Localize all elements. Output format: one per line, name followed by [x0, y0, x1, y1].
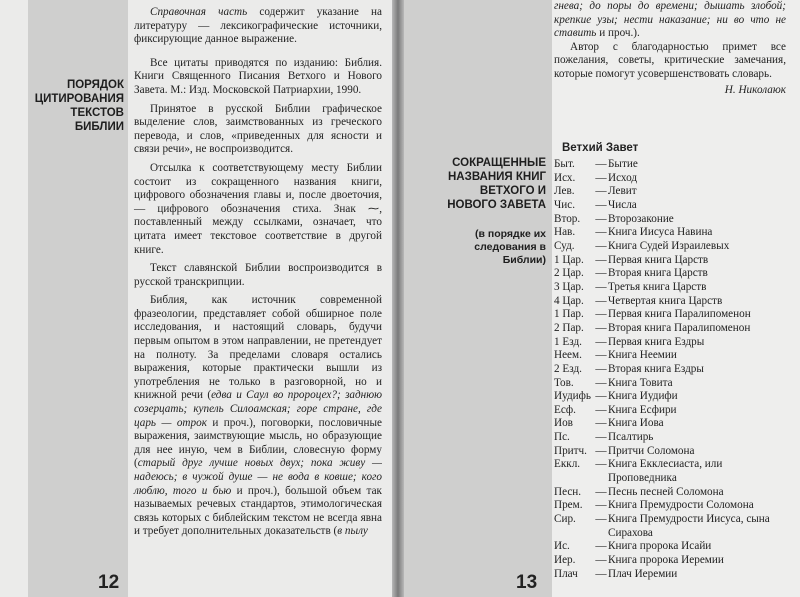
abbreviation-row: [554, 486, 790, 500]
dash-separator: —: [595, 431, 607, 444]
book-abbreviation: Исх.: [554, 171, 576, 184]
dash-separator: —: [595, 198, 607, 211]
dash-separator: —: [595, 513, 607, 526]
abbreviation-row: [554, 458, 790, 485]
phraseology-part-b: и проч.), поговорки, пословичные выражения, заимствующие мысль, но образующие для нее иную, чем в Библии, словесную форму (: [134, 416, 382, 470]
book-full-name: Книга Премудрости Соломона: [608, 499, 754, 512]
book-full-name: Книга Иова: [608, 417, 664, 430]
phraseology-part-c: и проч.), большой объем так называемых речевых стандартов, этимологическая связь которых с библейским текстом не всегда явна и требует дополнительных доказательств (: [134, 484, 382, 538]
left-body-text: [134, 6, 382, 539]
reference-section-rest: содержит указание на литературу — лексикографические источники, фиксирующие данное выражение.: [134, 6, 382, 46]
abbreviation-row: [554, 377, 790, 391]
abbreviation-row: [554, 540, 790, 554]
reference-section-paragraph: [134, 6, 382, 47]
book-abbreviation: Тов.: [554, 376, 574, 389]
abbreviation-row: [554, 213, 790, 227]
dash-separator: —: [595, 267, 607, 280]
book-full-name: Бытие: [608, 158, 638, 170]
book-abbreviation: Лев.: [554, 185, 575, 198]
dash-separator: —: [595, 499, 607, 512]
book-full-name: Первая книга Царств: [608, 253, 709, 266]
book-full-name: Четвертая книга Царств: [608, 294, 723, 307]
abbreviation-row: [554, 568, 790, 582]
dash-separator: —: [595, 280, 607, 293]
slavonic-text-paragraph: Текст славянской Библии воспроизводится в русской транскрипции.: [134, 262, 382, 288]
dash-separator: —: [595, 335, 607, 348]
book-full-name: Книга Иисуса Навина: [608, 226, 713, 239]
left-page: [0, 0, 392, 597]
abbreviation-row: [554, 308, 790, 322]
dash-separator: —: [595, 239, 607, 252]
book-abbreviation: Суд.: [554, 239, 575, 252]
abbreviation-row: [554, 158, 790, 172]
book-abbreviation: 2 Пар.: [554, 321, 584, 334]
dash-separator: —: [595, 321, 607, 334]
book-abbreviation: Еккл.: [554, 458, 581, 471]
abbreviation-row: [554, 199, 790, 213]
dash-separator: —: [595, 212, 607, 225]
dash-separator: —: [595, 308, 607, 321]
book-full-name: Второзаконие: [608, 212, 674, 225]
abbreviation-list: [554, 158, 790, 581]
abbreviation-row: [554, 267, 790, 281]
dash-separator: —: [595, 458, 607, 471]
book-abbreviation: 2 Езд.: [554, 362, 582, 375]
dash-separator: —: [595, 417, 607, 430]
book-full-name: Книга Премудрости Иисуса, сына Сирахова: [608, 513, 770, 539]
book-full-name: Песнь песней Соломона: [608, 485, 724, 498]
dash-separator: —: [595, 349, 607, 362]
reference-section-term: Справочная часть: [150, 6, 248, 18]
book-full-name: Вторая книга Паралипоменон: [608, 321, 751, 334]
continued-examples-rest: и проч.).: [596, 27, 640, 40]
book-abbreviation: 1 Цар.: [554, 253, 584, 266]
book-full-name: Левит: [608, 185, 637, 198]
abbreviation-row: [554, 554, 790, 568]
dash-separator: —: [595, 444, 607, 457]
author-signature: Н. Николаюк: [724, 83, 786, 96]
book-abbreviation: Притч.: [554, 444, 587, 457]
book-abbreviation: Песн.: [554, 485, 582, 498]
abbreviations-heading: СОКРАЩЕННЫЕ НАЗВАНИЯ КНИГ ВЕТХОГО И НОВОГО ЗАВЕТА: [447, 157, 546, 211]
abbreviation-row: [554, 499, 790, 513]
book-abbreviation: Прем.: [554, 499, 583, 512]
abbreviation-row: [554, 322, 790, 336]
abbreviation-row: [554, 513, 790, 540]
book-abbreviation: Пс.: [554, 431, 570, 444]
abbreviation-row: [554, 172, 790, 186]
dash-separator: —: [595, 554, 607, 567]
book-abbreviation: Ис.: [554, 540, 570, 553]
graphic-marking-paragraph: Принятое в русской Библии графическое выделение слов, заимствованных из греческого перевода, и слов, «приведенных для ясности и связи речи», не воспроизводится.: [134, 102, 382, 156]
dash-separator: —: [595, 390, 607, 403]
abbreviation-row: [554, 336, 790, 350]
page-number-left: 12: [98, 572, 120, 593]
book-abbreviation: Сир.: [554, 513, 576, 526]
dash-separator: —: [595, 253, 607, 266]
book-full-name: Книга пророка Исайи: [608, 540, 712, 553]
dash-separator: —: [595, 403, 607, 416]
right-sidebar-band: [404, 0, 552, 597]
abbreviation-row: [554, 240, 790, 254]
dash-separator: —: [595, 376, 607, 389]
edition-paragraph: Все цитаты приводятся по изданию: Библия. Книги Священного Писания Ветхого и Нового Завета. М.: Изд. Московской Патриархии, 1990.: [134, 56, 382, 96]
book-abbreviation: Быт.: [554, 158, 575, 170]
book-abbreviation: Втор.: [554, 212, 581, 225]
abbreviation-row: [554, 185, 790, 199]
book-full-name: Книга Екклесиаста, или Проповедника: [608, 458, 723, 485]
book-abbreviation: Иер.: [554, 554, 576, 567]
abbreviation-row: [554, 390, 790, 404]
book-full-name: Вторая книга Ездры: [608, 362, 704, 375]
book-abbreviation: 3 Цар.: [554, 280, 584, 293]
book-full-name: Плач Иеремии: [608, 567, 678, 580]
abbreviation-row: [554, 254, 790, 268]
dash-separator: —: [595, 226, 607, 239]
abbreviation-row: [554, 281, 790, 295]
dash-separator: —: [595, 540, 607, 553]
abbreviation-row: [554, 363, 790, 377]
book-full-name: Притчи Соломона: [608, 444, 695, 457]
abbreviation-row: [554, 226, 790, 240]
book-full-name: Книга Неемии: [608, 349, 677, 362]
thanks-paragraph: Автор с благодарностью примет все пожелания, советы, критические замечания, которые помогут усовершенствовать словарь.: [554, 40, 786, 80]
dash-separator: —: [595, 362, 607, 375]
phraseology-examples-1: едва и Саул во пророцех?; заднюю созерцать; купель Силоамская; горе стране, где царь — отрок: [134, 389, 383, 429]
book-abbreviation: Есф.: [554, 403, 576, 416]
book-abbreviation: Чис.: [554, 198, 576, 211]
reference-format-paragraph: Отсылка к соответствующему месту Библии состоит из сокращенного названия книги, цифрового обозначения главы и, после двоеточия, — цифрового обозначения стиха. Знак ⁓, поставленный между ссылками, означает, что цитата имеет текстовое соответствие в другой книге.: [134, 161, 382, 256]
abbreviation-row: [554, 431, 790, 445]
citation-order-heading: ПОРЯДОК ЦИТИРОВАНИЯ ТЕКСТОВ БИБЛИИ: [34, 79, 124, 133]
book-abbreviation: 1 Пар.: [554, 308, 584, 321]
book-abbreviation: Неем.: [554, 349, 582, 362]
phraseology-examples-2: старый друг лучше новых двух; пока живу — надеюсь; в чужой душе — не вода в ковше; кого люблю, того и бью: [134, 457, 382, 497]
phraseology-examples-3: в пылу: [337, 525, 368, 538]
book-abbreviation: 4 Цар.: [554, 294, 584, 307]
abbreviation-row: [554, 295, 790, 309]
book-abbreviation: 1 Езд.: [554, 335, 582, 348]
abbreviation-row: [554, 404, 790, 418]
phraseology-paragraph: [134, 294, 382, 539]
book-abbreviation: Иов: [554, 417, 573, 430]
continued-examples-italic: гнева; до поры до времени; дышать злобой; крепкие узы; нести наказание; ни во что не ставить: [554, 0, 786, 40]
abbreviations-subheading: (в порядке их следования в Библии): [474, 228, 546, 266]
book-abbreviation: Плач: [554, 567, 578, 580]
book-full-name: Числа: [608, 198, 637, 211]
dash-separator: —: [595, 294, 607, 307]
book-abbreviation: 2 Цар.: [554, 267, 584, 280]
abbreviation-row: [554, 417, 790, 431]
book-full-name: Первая книга Паралипоменон: [608, 308, 751, 321]
continued-examples: [554, 0, 786, 41]
abbreviation-row: [554, 349, 790, 363]
book-full-name: Исход: [608, 171, 638, 184]
book-full-name: Первая книга Ездры: [608, 335, 705, 348]
dash-separator: —: [595, 485, 607, 498]
book-full-name: Книга пророка Иеремии: [608, 554, 724, 567]
dash-separator: —: [595, 171, 607, 184]
right-page: [404, 0, 800, 597]
book-full-name: Третья книга Царств: [608, 280, 707, 293]
page-number-right: 13: [516, 572, 538, 593]
book-full-name: Книга Есфири: [608, 403, 677, 416]
book-full-name: Псалтирь: [608, 431, 654, 444]
dash-separator: —: [595, 567, 607, 580]
book-gutter: [392, 0, 404, 597]
book-full-name: Книга Товита: [608, 376, 673, 389]
book-full-name: Вторая книга Царств: [608, 267, 708, 280]
old-testament-title: Ветхий Завет: [562, 142, 639, 154]
right-top-text: [554, 0, 786, 97]
dash-separator: —: [595, 185, 607, 198]
abbreviation-row: [554, 445, 790, 459]
phraseology-part-a: Библия, как источник современной фразеологии, представляет собой обширное поле исследования, и настоящий словарь, будучи первым опытом в этом направлении, не претендует на полноту. За пределами словаря остались выражения, которые практически вышли из употребления не только в разговорной, но и книжной речи (: [134, 294, 382, 402]
book-full-name: Книга Судей Израилевых: [608, 239, 730, 252]
dash-separator: —: [595, 158, 607, 170]
book-abbreviation: Нав.: [554, 226, 576, 239]
book-full-name: Книга Иудифи: [608, 390, 678, 403]
book-abbreviation: Иудифь: [554, 390, 591, 403]
